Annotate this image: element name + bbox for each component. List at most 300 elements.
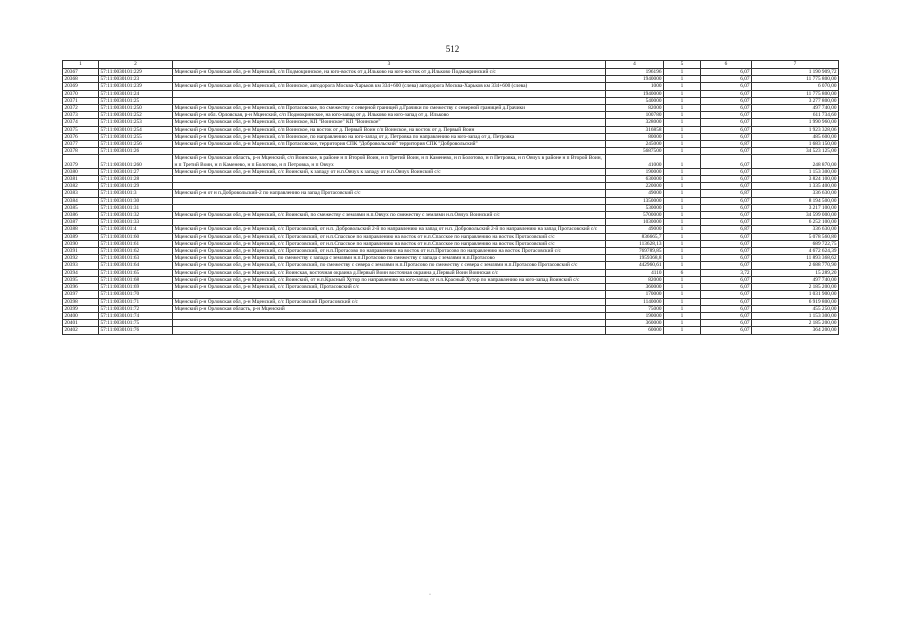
row-number: 20379	[63, 155, 99, 168]
area-value: 49000	[606, 190, 664, 197]
table-row	[63, 276, 839, 283]
location-description	[173, 176, 606, 183]
row-number: 20384	[63, 197, 99, 204]
table-row	[63, 105, 839, 112]
rate-value: 6,07	[701, 284, 752, 291]
cadastral-number: 57:11:0030101:250	[99, 105, 173, 112]
area-value: 1000	[606, 83, 664, 90]
table-row	[63, 190, 839, 197]
area-value: 1140000	[606, 298, 664, 305]
table-row	[63, 176, 839, 183]
cadastral-value: 1 923 328,06	[752, 126, 839, 133]
table-row	[63, 233, 839, 240]
row-number: 20371	[63, 97, 99, 104]
location-description	[173, 312, 606, 319]
cadastral-value: 1 683 150,00	[752, 141, 839, 148]
category-code: 1	[664, 168, 701, 175]
location-description	[173, 97, 606, 104]
category-code: 1	[664, 233, 701, 240]
cadastral-number: 57:11:0030101:26	[99, 148, 173, 155]
table-row	[63, 197, 839, 204]
location-description: Мценский р-н от н п.Добровольский-2 по направлению на запад Протасовский с/с	[173, 190, 606, 197]
row-number: 20373	[63, 112, 99, 119]
area-value: 190000	[606, 312, 664, 319]
row-number: 20401	[63, 320, 99, 327]
cadastral-value: 1 031 900,00	[752, 291, 839, 298]
cadastral-number: 57:11:0030101:64	[99, 262, 173, 269]
cadastral-value: 1 153 300,00	[752, 168, 839, 175]
cadastral-value: 364 200,00	[752, 327, 839, 334]
cadastral-number: 57:11:0030101:33	[99, 219, 173, 226]
table-row	[63, 291, 839, 298]
row-number: 20380	[63, 168, 99, 175]
area-value: 60000	[606, 327, 664, 334]
rate-value: 6,07	[701, 90, 752, 97]
cadastral-value: 497 740,00	[752, 276, 839, 283]
rate-value: 6,07	[701, 126, 752, 133]
row-number: 20376	[63, 133, 99, 140]
cadastral-value: 2 688 770,90	[752, 262, 839, 269]
location-description: Мценский р-н Орловская обл, р-н Мценский, с/с Воинский, к западу от н.п.Овчух к западу от н.п.Овчух Воинский с/с	[173, 168, 606, 175]
rate-value: 6,07	[701, 83, 752, 90]
location-description: Мценский р-н Орловская обл, р-н Мценский, с/с Воинская, восточная окраина д.Первый Воин восточная окраина д.Первый Воин Воинская с/с	[173, 269, 606, 276]
rate-value: 6,87	[701, 226, 752, 233]
table-row	[63, 219, 839, 226]
category-code: 1	[664, 183, 701, 190]
location-description: Мценский р-н Орловская обл, р-н Мценский, с/п Воинское, автодорога Москва-Харьков км 334+600 (слева) автодорога Москва-Харьков км 334+600 (слева)	[173, 83, 606, 90]
area-value: 540000	[606, 97, 664, 104]
table-row	[63, 204, 839, 211]
row-number: 20392	[63, 255, 99, 262]
row-number: 20390	[63, 240, 99, 247]
rate-value: 6,07	[701, 320, 752, 327]
cadastral-value: 497 740,00	[752, 105, 839, 112]
rate-value: 6,07	[701, 168, 752, 175]
row-number: 20372	[63, 105, 99, 112]
category-code: 1	[664, 76, 701, 83]
cadastral-value: 2 185 200,00	[752, 284, 839, 291]
area-value: 100780	[606, 112, 664, 119]
cadastral-number: 57:11:0030101:23	[99, 76, 173, 83]
area-value: 360000	[606, 284, 664, 291]
location-description: Мценский р-н обл. Орловская, р-н Мценский, с/п Подмокринское, на юго-запад от д. Ильково на юго-запад от д. Ильково	[173, 112, 606, 119]
area-value: 4110	[606, 269, 664, 276]
row-number: 20378	[63, 148, 99, 155]
location-description: Мценский р-н Орловская обл, р-н Мценский, по смежеству с запада с землями н.п.Протасово по смежеству с запада с землями н.п.Протасово	[173, 255, 606, 262]
cadastral-number: 57:11:0030101:74	[99, 312, 173, 319]
rate-value: 6,07	[701, 112, 752, 119]
category-code: 1	[664, 119, 701, 126]
category-code: 1	[664, 212, 701, 219]
category-code: 1	[664, 190, 701, 197]
location-description	[173, 320, 606, 327]
rate-value: 6,07	[701, 133, 752, 140]
row-number: 20383	[63, 190, 99, 197]
location-description	[173, 148, 606, 155]
rate-value: 6,07	[701, 240, 752, 247]
area-value: 5700000	[606, 212, 664, 219]
table-row	[63, 262, 839, 269]
cadastral-number: 57:11:0030101:25	[99, 97, 173, 104]
row-number: 20402	[63, 327, 99, 334]
rate-value: 6,87	[701, 190, 752, 197]
row-number: 20388	[63, 226, 99, 233]
cadastral-number: 57:11:0030101:29	[99, 183, 173, 190]
table-row	[63, 269, 839, 276]
column-header: 3	[173, 61, 606, 69]
column-header: 4	[606, 61, 664, 69]
cadastral-number: 57:11:0030101:76	[99, 327, 173, 334]
area-value: 1940000	[606, 90, 664, 97]
location-description	[173, 183, 606, 190]
category-code: 1	[664, 126, 701, 133]
cadastral-number: 57:11:0030101:3	[99, 190, 173, 197]
cadastral-number: 57:11:0030101:256	[99, 141, 173, 148]
category-code: 1	[664, 298, 701, 305]
area-value: 530000	[606, 204, 664, 211]
stray-mark: ·	[429, 592, 431, 598]
rate-value: 6,07	[701, 298, 752, 305]
rate-value: 6,07	[701, 155, 752, 168]
cadastral-value: 11 893 368,62	[752, 255, 839, 262]
row-number: 20374	[63, 119, 99, 126]
rate-value: 6,87	[701, 141, 752, 148]
location-description	[173, 291, 606, 298]
area-value: 49000	[606, 226, 664, 233]
area-value: 113628,13	[606, 240, 664, 247]
cadastral-number: 57:11:0030101:65	[99, 269, 173, 276]
category-code: 1	[664, 197, 701, 204]
row-number: 20394	[63, 269, 99, 276]
row-number: 20385	[63, 204, 99, 211]
category-code: 1	[664, 148, 701, 155]
row-number: 20396	[63, 284, 99, 291]
cadastral-value: 8 194 500,00	[752, 197, 839, 204]
cadastral-table	[62, 60, 839, 335]
location-description: Мценский р-н Орловская обл, р-н Мценский, с/с Воинский, по смежеству с землями н.п.Овчух по смежеству с землями н.п.Овчух Воинский с/с	[173, 212, 606, 219]
table-row	[63, 312, 839, 319]
table-row	[63, 212, 839, 219]
category-code: 1	[664, 312, 701, 319]
location-description: Мценский р-н Орловская обл, р-н Мценский, с/с Протасовский, Протасовский с/с	[173, 284, 606, 291]
cadastral-number: 57:11:0030101:4	[99, 226, 173, 233]
rate-value: 6,07	[701, 248, 752, 255]
column-header: 1	[63, 61, 99, 69]
row-number: 20397	[63, 291, 99, 298]
category-code: 1	[664, 248, 701, 255]
category-code: 1	[664, 291, 701, 298]
table-row	[63, 255, 839, 262]
area-value: 630000	[606, 176, 664, 183]
cadastral-value: 11 775 800,00	[752, 76, 839, 83]
cadastral-number: 57:11:0030101:71	[99, 298, 173, 305]
column-header: 2	[99, 61, 173, 69]
location-description: Мценский р-н Орловская обл, р-н Мценский, с/с Протасовский, по смежеству с севера с землями н.п.Протасово по смежеству с севера с землями н.п.Протасово Протасовский с/с	[173, 262, 606, 269]
table-row	[63, 183, 839, 190]
rate-value: 6,07	[701, 219, 752, 226]
cadastral-value: 336 630,00	[752, 226, 839, 233]
table-row	[63, 240, 839, 247]
table-row	[63, 148, 839, 155]
table-row	[63, 168, 839, 175]
location-description	[173, 90, 606, 97]
cadastral-number: 57:11:0030101:229	[99, 69, 173, 76]
row-number: 20393	[63, 262, 99, 269]
cadastral-value: 5 078 560,80	[752, 233, 839, 240]
table-row	[63, 155, 839, 168]
location-description: Мценский р-н Орловская область, р-н Мценский	[173, 305, 606, 312]
area-value: 769789,85	[606, 248, 664, 255]
table-row	[63, 320, 839, 327]
location-description: Мценский р-н Орловская обл, р-н Мценский, с/п Воинское, на восток от д. Первый Воин с/п Воинское, на восток от д. Первый Воин	[173, 126, 606, 133]
row-number: 20391	[63, 248, 99, 255]
cadastral-value: 1 190 909,72	[752, 69, 839, 76]
category-code: 1	[664, 204, 701, 211]
cadastral-number: 57:11:0030101:72	[99, 305, 173, 312]
area-value: 1350000	[606, 197, 664, 204]
category-code: 1	[664, 176, 701, 183]
cadastral-number: 57:11:0030101:239	[99, 83, 173, 90]
cadastral-value: 1 335 400,00	[752, 183, 839, 190]
location-description: Мценский р-н Орловская обл, р-н Мценский, с/п Протасовское, по смежеству с северной границей д.Грачики по смежеству с северной границей д.Грачики	[173, 105, 606, 112]
area-value: 82000	[606, 276, 664, 283]
cadastral-value: 3 824 100,00	[752, 176, 839, 183]
row-number: 20369	[63, 83, 99, 90]
location-description	[173, 197, 606, 204]
rate-value: 6,07	[701, 97, 752, 104]
row-number: 20400	[63, 312, 99, 319]
cadastral-value: 689 722,75	[752, 240, 839, 247]
category-code: 1	[664, 240, 701, 247]
rate-value: 6,07	[701, 148, 752, 155]
rate-value: 6,07	[701, 76, 752, 83]
row-number: 20368	[63, 76, 99, 83]
rate-value: 6,07	[701, 183, 752, 190]
cadastral-number: 57:11:0030101:75	[99, 320, 173, 327]
area-value: 1959368,8	[606, 255, 664, 262]
category-code: 1	[664, 105, 701, 112]
row-number: 20389	[63, 233, 99, 240]
cadastral-number: 57:11:0030101:27	[99, 168, 173, 175]
row-number: 20399	[63, 305, 99, 312]
cadastral-value: 6 070,00	[752, 83, 839, 90]
category-code: 1	[664, 226, 701, 233]
cadastral-number: 57:11:0030101:31	[99, 204, 173, 211]
cadastral-value: 1 990 960,00	[752, 119, 839, 126]
table-row	[63, 248, 839, 255]
category-code: 1	[664, 262, 701, 269]
cadastral-number: 57:11:0030101:254	[99, 126, 173, 133]
rate-value: 6,07	[701, 305, 752, 312]
row-number: 20367	[63, 69, 99, 76]
rate-value: 6,07	[701, 312, 752, 319]
location-description: Мценский р-н Орловская обл, р-н Мценский, с/п Воинское, по направлению на юго-запад от д. Петровка по направлению на юго-запад от д. Петровка	[173, 133, 606, 140]
rate-value: 6,07	[701, 276, 752, 283]
rate-value: 6,07	[701, 212, 752, 219]
table-row	[63, 112, 839, 119]
area-value: 196196	[606, 69, 664, 76]
rate-value: 3,72	[701, 269, 752, 276]
table-row	[63, 83, 839, 90]
location-description: Мценский р-н Орловская обл, р-н Мценский, с/с Протасовский, от н.п.Спасское по направлению на восток от н.п.Спасское по направлению на восток Протасовский с/с	[173, 233, 606, 240]
column-header: 6	[701, 61, 752, 69]
table-row	[63, 126, 839, 133]
category-code: 1	[664, 255, 701, 262]
location-description	[173, 76, 606, 83]
area-value: 1030000	[606, 219, 664, 226]
cadastral-value: 34 523 125,00	[752, 148, 839, 155]
cadastral-value: 6 252 100,00	[752, 219, 839, 226]
cadastral-value: 11 775 800,00	[752, 90, 839, 97]
cadastral-value: 1 153 300,00	[752, 312, 839, 319]
location-description: Мценский р-н Орловская обл, р-н Мценский, с/с Протасовский Протасовский с/с	[173, 298, 606, 305]
table-row	[63, 298, 839, 305]
category-code: 1	[664, 305, 701, 312]
column-header: 5	[664, 61, 701, 69]
area-value: 245000	[606, 141, 664, 148]
category-code: 1	[664, 141, 701, 148]
cadastral-number: 57:11:0030101:24	[99, 90, 173, 97]
rate-value: 6,07	[701, 233, 752, 240]
rate-value: 6,07	[701, 262, 752, 269]
area-value: 316858	[606, 126, 664, 133]
rate-value: 6,07	[701, 69, 752, 76]
table-row	[63, 133, 839, 140]
category-code: 1	[664, 276, 701, 283]
cadastral-number: 57:11:0030101:32	[99, 212, 173, 219]
cadastral-value: 2 185 200,00	[752, 320, 839, 327]
row-number: 20377	[63, 141, 99, 148]
area-value: 41000	[606, 155, 664, 168]
location-description	[173, 204, 606, 211]
table-row	[63, 90, 839, 97]
location-description: Мценский р-н Орловская обл, р-н Мценский, с/п Воинское, КП "Воинское" КП "Воинское"	[173, 119, 606, 126]
cadastral-value: 485 600,00	[752, 133, 839, 140]
category-code: 1	[664, 90, 701, 97]
area-value: 442960,61	[606, 262, 664, 269]
category-code: 1	[664, 155, 701, 168]
location-description: Мценский р-н Орловская обл, р-н Мценский, с/п Протасовское, территория СПК "Добровольский" территория СПК "Добровольский"	[173, 141, 606, 148]
category-code: 1	[664, 133, 701, 140]
rate-value: 6,07	[701, 105, 752, 112]
cadastral-number: 57:11:0030101:62	[99, 248, 173, 255]
rate-value: 6,07	[701, 291, 752, 298]
rate-value: 6,07	[701, 255, 752, 262]
table-row	[63, 69, 839, 76]
table-row	[63, 97, 839, 104]
area-value: 836665,7	[606, 233, 664, 240]
category-code: 1	[664, 284, 701, 291]
row-number: 20382	[63, 183, 99, 190]
cadastral-value: 4 672 624,39	[752, 248, 839, 255]
area-value: 360000	[606, 320, 664, 327]
cadastral-number: 57:11:0030101:69	[99, 284, 173, 291]
cadastral-value: 3 217 100,00	[752, 204, 839, 211]
category-code: 1	[664, 69, 701, 76]
area-value: 82000	[606, 105, 664, 112]
cadastral-number: 57:11:0030101:28	[99, 176, 173, 183]
column-header: 7	[752, 61, 839, 69]
row-number: 20387	[63, 219, 99, 226]
row-number: 20375	[63, 126, 99, 133]
table-row	[63, 141, 839, 148]
row-number: 20398	[63, 298, 99, 305]
row-number: 20395	[63, 276, 99, 283]
location-description	[173, 219, 606, 226]
row-number: 20370	[63, 90, 99, 97]
category-code: 1	[664, 327, 701, 334]
location-description: Мценский р-н Орловская обл, р-н Мценский, с/с Протасовский, от н.п.Спасское по направлению на восток от н.п.Спасское по направлению на восток Протасовский с/с	[173, 240, 606, 247]
cadastral-number: 57:11:0030101:260	[99, 155, 173, 168]
rate-value: 6,07	[701, 327, 752, 334]
cadastral-number: 57:11:0030101:253	[99, 119, 173, 126]
cadastral-number: 57:11:0030101:68	[99, 276, 173, 283]
area-value: 170000	[606, 291, 664, 298]
cadastral-number: 57:11:0030101:70	[99, 291, 173, 298]
cadastral-number: 57:11:0030101:63	[99, 255, 173, 262]
area-value: 80000	[606, 133, 664, 140]
cadastral-value: 34 599 000,00	[752, 212, 839, 219]
cadastral-value: 336 630,00	[752, 190, 839, 197]
table-body	[63, 69, 839, 335]
cadastral-value: 15 289,20	[752, 269, 839, 276]
rate-value: 6,07	[701, 176, 752, 183]
cadastral-value: 6 919 800,00	[752, 298, 839, 305]
cadastral-number: 57:11:0030101:61	[99, 240, 173, 247]
cadastral-value: 611 734,60	[752, 112, 839, 119]
location-description: Мценский р-н Орловская обл, р-н Мценский, с/с Протасовский, от н.п. Добровольский 2-й по направлению на запад от н.п. Добровольский 2-й по направлению на запад Протасовский с/с	[173, 226, 606, 233]
table-row	[63, 327, 839, 334]
area-value: 75000	[606, 305, 664, 312]
table-row	[63, 119, 839, 126]
location-description: Мценский р-н Орловская область, р-н Мценский, с/п Воинское, в районе н п Второй Воин, н п Третий Воин, н п Каменево, н п Болотово, н п Петровка, н п Овчух в районе н п Второй Воин, н п Третий Воин, н п Каменево, н п Болотово, н п Петровка, н п Овчух	[173, 155, 606, 168]
location-description: Мценский р-н Орловская обл, р-н Мценский, с/с Воинский, от н.п.Красный Хутор по направлению на юго-запад от н.п.Красный Хутор по направлению на юго-запад Воинский с/с	[173, 276, 606, 283]
area-value: 5687500	[606, 148, 664, 155]
category-code: 1	[664, 320, 701, 327]
location-description: Мценский р-н Орловская обл, р-н Мценский, с/п Подмокринское, на юго-восток от д.Ильково на юго-восток от д.Ильково Подмокринский с/с	[173, 69, 606, 76]
table-row	[63, 226, 839, 233]
cadastral-number: 57:11:0030101:252	[99, 112, 173, 119]
row-number: 20386	[63, 212, 99, 219]
category-code: 6	[664, 269, 701, 276]
table-row	[63, 284, 839, 291]
area-value: 1940000	[606, 76, 664, 83]
table-row	[63, 76, 839, 83]
cadastral-value: 3 277 800,00	[752, 97, 839, 104]
rate-value: 6,07	[701, 204, 752, 211]
cadastral-number: 57:11:0030101:60	[99, 233, 173, 240]
category-code: 1	[664, 97, 701, 104]
category-code: 1	[664, 83, 701, 90]
table-header-row	[63, 61, 839, 69]
rate-value: 6,07	[701, 119, 752, 126]
location-description: Мценский р-н Орловская обл, р-н Мценский, с/с Протасовский, от н.п.Протасово по направлению на восток от н.п.Протасово по направлению на восток Протасовский с/с	[173, 248, 606, 255]
category-code: 1	[664, 219, 701, 226]
row-number: 20381	[63, 176, 99, 183]
table-row	[63, 305, 839, 312]
area-value: 328000	[606, 119, 664, 126]
cadastral-value: 455 250,00	[752, 305, 839, 312]
category-code: 1	[664, 112, 701, 119]
area-value: 220000	[606, 183, 664, 190]
page-number: 512	[445, 44, 460, 54]
rate-value: 6,07	[701, 197, 752, 204]
cadastral-number: 57:11:0030101:30	[99, 197, 173, 204]
cadastral-number: 57:11:0030101:255	[99, 133, 173, 140]
location-description	[173, 327, 606, 334]
area-value: 190000	[606, 168, 664, 175]
cadastral-value: 248 870,00	[752, 155, 839, 168]
